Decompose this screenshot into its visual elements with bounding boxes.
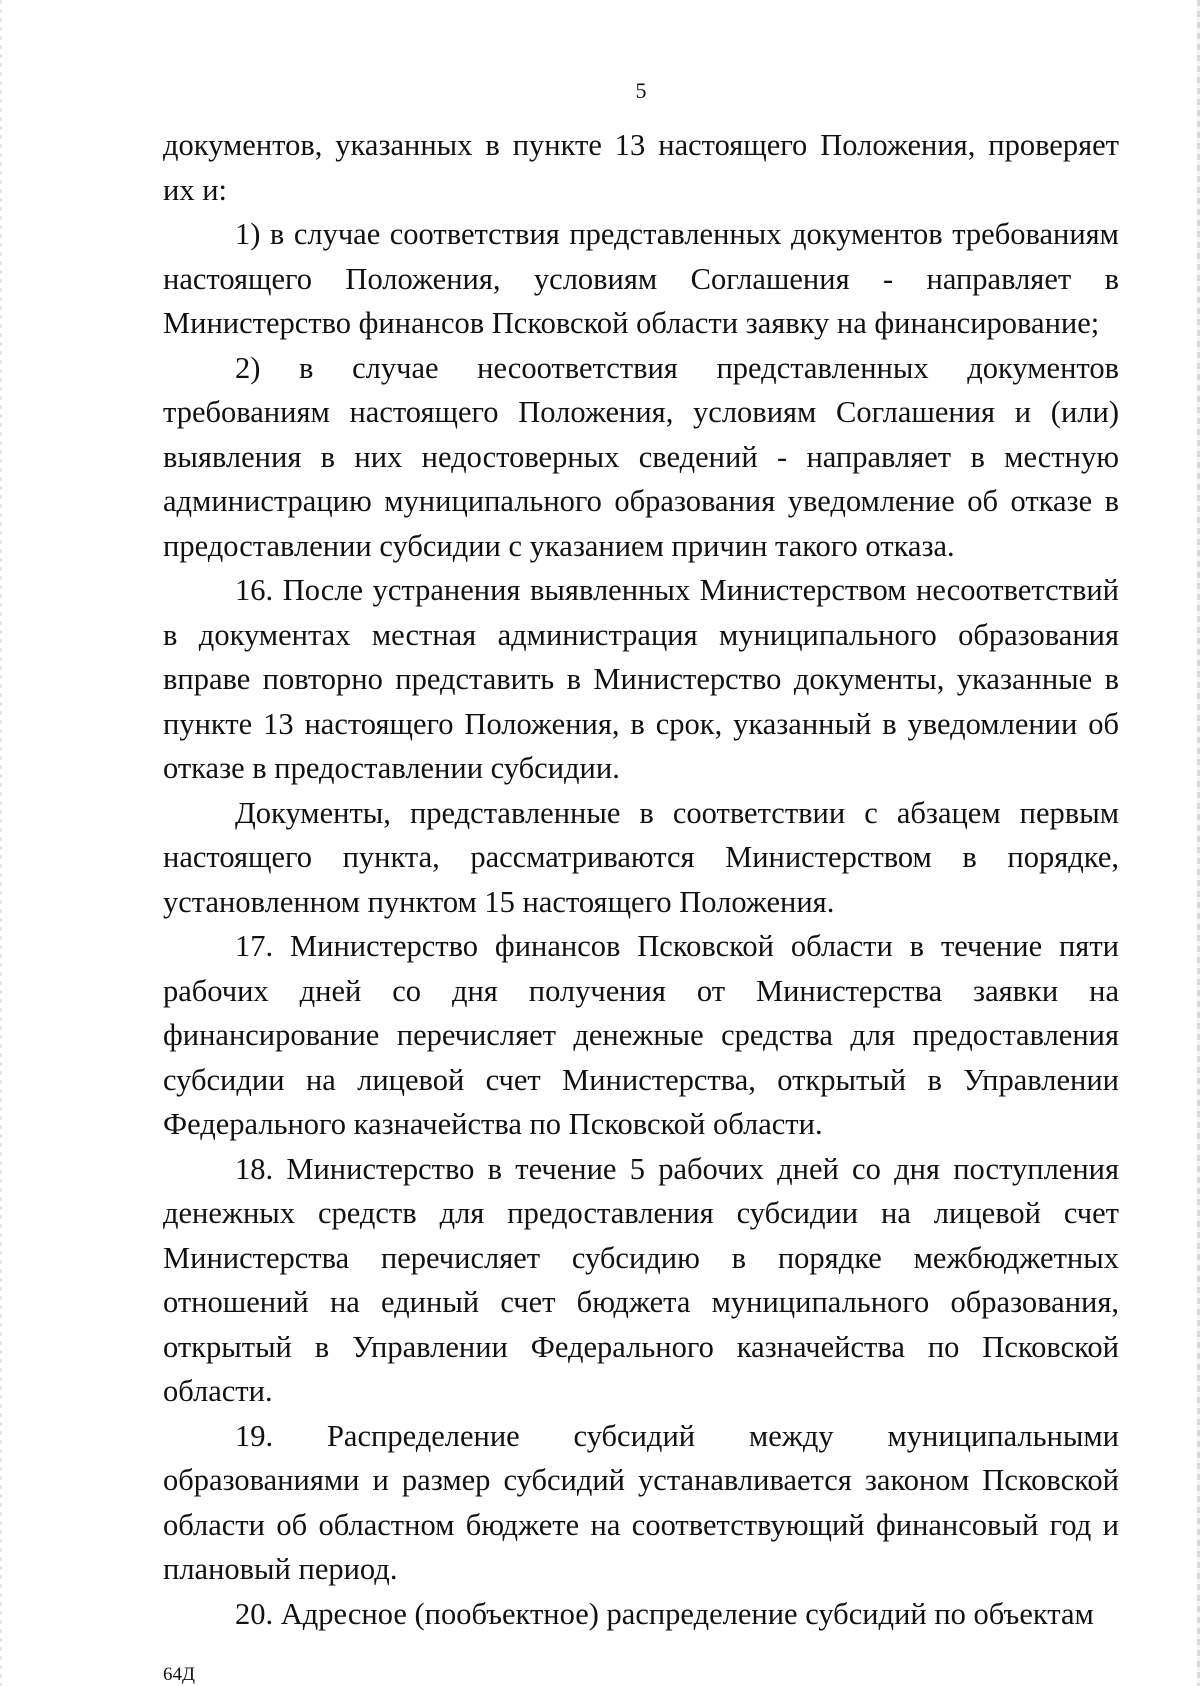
paragraph-16-documents: Документы, представленные в соответствии с абзацем первым настоящего пункта, рассматриваются Министерством в порядке, установленном пунктом 15 настоящего Положения. [163, 795, 1119, 919]
paragraph-16: 16. После устранения выявленных Министерством несоответствий в документах местная администрация муниципального образования вправе повторно представить в Министерство документы, указанные в пункте 13 настоящего Положения, в срок, указанный в уведомлении об отказе в предоставлении субсидии. [163, 573, 1119, 785]
document-body [163, 123, 1119, 1636]
paragraph-19: 19. Распределение субсидий между муниципальными образованиями и размер субсидий устанавливается законом Псковской области об областном бюджете на соответствующий финансовый год и плановый период. [163, 1418, 1119, 1586]
footer-document-code: 64Д [163, 1664, 195, 1685]
paragraph-17: 17. Министерство финансов Псковской области в течение пяти рабочих дней со дня получения от Министерства заявки на финансирование перечисляет денежные средства для предоставления субсидии на лицевой счет Министерства, открытый в Управлении Федерального казначейства по Псковской области. [163, 929, 1119, 1141]
paragraph-item-1: 1) в случае соответствия представленных документов требованиям настоящего Положения, условиям Соглашения - направляет в Министерство финансов Псковской области заявку на финансирование; [163, 217, 1119, 340]
paragraph-continuation: документов, указанных в пункте 13 настоящего Положения, проверяет их и: [163, 128, 1119, 207]
scan-edge-left [0, 0, 2, 1686]
paragraph-18: 18. Министерство в течение 5 рабочих дней со дня поступления денежных средств для предоставления субсидии на лицевой счет Министерства перечисляет субсидию в порядке межбюджетных отношений на единый счет бюджета муниципального образования, открытый в Управлении Федерального казначейства по Псковской области. [163, 1151, 1119, 1408]
page-number: 5 [635, 78, 647, 103]
paragraph-20: 20. Адресное (пообъектное) распределение субсидий по объектам [235, 1596, 1094, 1631]
paragraph-item-2: 2) в случае несоответствия представленных документов требованиям настоящего Положения, условиям Соглашения и (или) выявления в них недостоверных сведений - направляет в местную администрацию муниципального образования уведомление об отказе в предоставлении субсидии с указанием причин такого отказа. [163, 350, 1119, 563]
